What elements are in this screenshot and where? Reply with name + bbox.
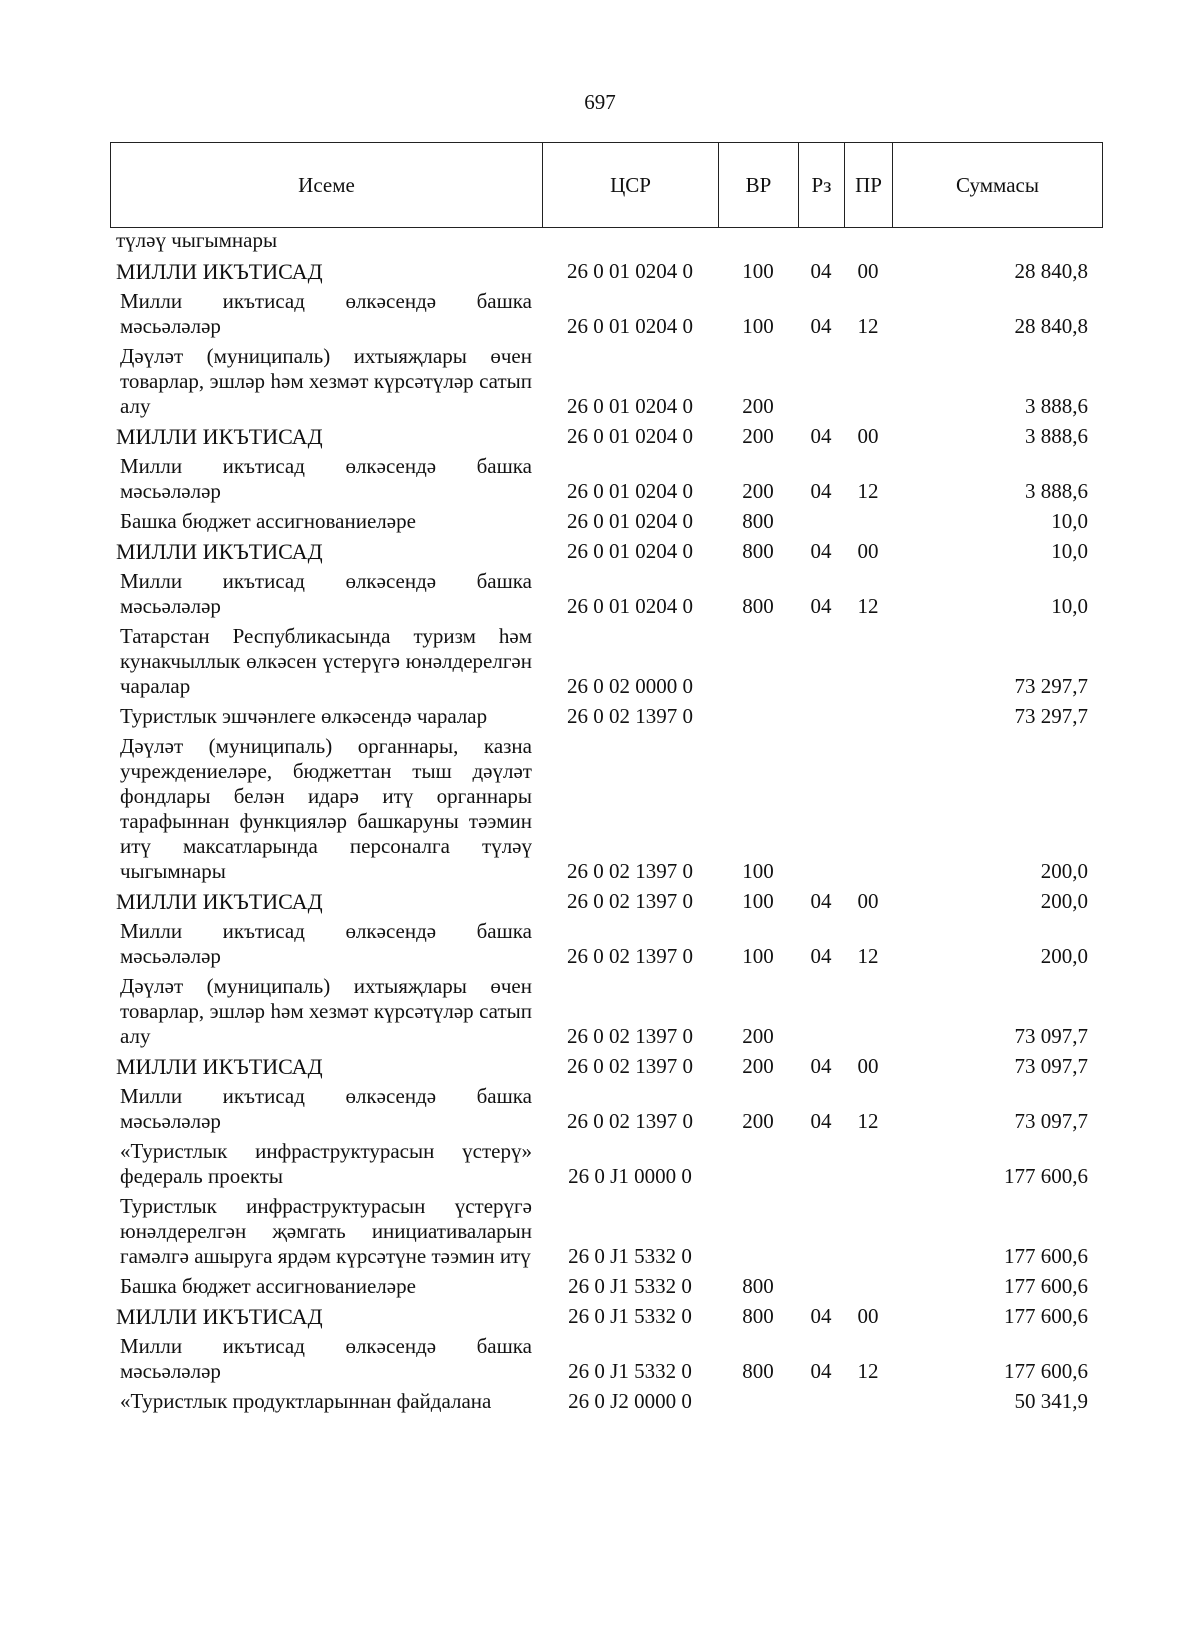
row-vr: 200 (742, 479, 774, 503)
row-sum: 10,0 (1051, 539, 1088, 563)
row-rz: 04 (810, 889, 832, 913)
row-sum: 28 840,8 (1014, 259, 1088, 283)
row-sum: 3 888,6 (1025, 424, 1088, 448)
page-number: 697 (584, 90, 616, 114)
table-row (110, 424, 1102, 449)
table-row (110, 1084, 1102, 1134)
row-csr: 26 0 01 0204 0 (567, 394, 693, 418)
row-csr: 26 0 02 1397 0 (567, 1024, 693, 1048)
row-rz: 04 (810, 1359, 832, 1383)
row-pr: 12 (857, 944, 879, 968)
row-name: Милли икътисад өлкәсендә башка мәсьәләләр (120, 1084, 532, 1133)
row-sum: 3 888,6 (1025, 394, 1088, 418)
table-row (110, 974, 1102, 1049)
table-row (110, 1194, 1102, 1269)
table-row (110, 1054, 1102, 1079)
row-vr: 800 (742, 509, 774, 533)
header-vr: ВР (719, 143, 799, 228)
row-vr: 100 (742, 314, 774, 338)
row-vr: 200 (742, 1024, 774, 1048)
row-vr: 800 (742, 1274, 774, 1298)
table-row (110, 289, 1102, 339)
row-name: МИЛЛИ ИКЪТИСАД (116, 1054, 323, 1079)
table-row (110, 624, 1102, 699)
row-pr: 12 (857, 314, 879, 338)
table-body (110, 228, 1102, 1419)
row-csr: 26 0 01 0204 0 (567, 424, 693, 448)
row-csr: 26 0 01 0204 0 (567, 594, 693, 618)
row-csr: 26 0 J1 0000 0 (568, 1164, 692, 1188)
row-name: «Туристлык инфраструктурасын үстерү» федераль проекты (120, 1139, 532, 1188)
row-rz: 04 (810, 1054, 832, 1078)
row-rz: 04 (810, 1304, 832, 1328)
row-sum: 28 840,8 (1014, 314, 1088, 338)
row-name: Милли икътисад өлкәсендә башка мәсьәләләр (120, 454, 532, 503)
row-name: МИЛЛИ ИКЪТИСАД (116, 259, 323, 284)
row-rz: 04 (810, 259, 832, 283)
row-name: Дәүләт (муниципаль) ихтыяҗлары өчен товарлар, эшләр һәм хезмәт күрсәтүләр сатып алу (120, 974, 532, 1048)
row-rz: 04 (810, 594, 832, 618)
row-rz: 04 (810, 539, 832, 563)
table-row (110, 889, 1102, 914)
table-row (110, 259, 1102, 284)
row-csr: 26 0 J1 5332 0 (568, 1359, 692, 1383)
table-row (110, 1334, 1102, 1384)
row-vr: 100 (742, 889, 774, 913)
row-sum: 177 600,6 (1004, 1244, 1088, 1268)
row-csr: 26 0 02 1397 0 (567, 1054, 693, 1078)
table-row (110, 454, 1102, 504)
row-name: Башка бюджет ассигнованиеләре (120, 509, 416, 533)
row-pr: 00 (857, 424, 879, 448)
row-sum: 200,0 (1040, 889, 1088, 913)
row-pr: 00 (857, 1304, 879, 1328)
row-name: МИЛЛИ ИКЪТИСАД (116, 539, 323, 564)
row-name: МИЛЛИ ИКЪТИСАД (116, 1304, 323, 1329)
row-csr: 26 0 J2 0000 0 (568, 1389, 692, 1413)
row-vr: 100 (742, 259, 774, 283)
table-row (110, 1274, 1102, 1299)
row-csr: 26 0 02 1397 0 (567, 704, 693, 728)
row-sum: 3 888,6 (1025, 479, 1088, 503)
row-name: МИЛЛИ ИКЪТИСАД (116, 424, 323, 449)
row-vr: 800 (742, 594, 774, 618)
row-rz: 04 (810, 314, 832, 338)
row-csr: 26 0 02 1397 0 (567, 1109, 693, 1133)
row-vr: 200 (742, 424, 774, 448)
row-pr: 00 (857, 259, 879, 283)
row-vr: 200 (742, 394, 774, 418)
header-rz: Рз (799, 143, 845, 228)
row-sum: 73 097,7 (1014, 1024, 1088, 1048)
header-csr: ЦСР (543, 143, 719, 228)
row-name: Дәүләт (муниципаль) ихтыяҗлары өчен товарлар, эшләр һәм хезмәт күрсәтүләр сатып алу (120, 344, 532, 418)
row-name: Милли икътисад өлкәсендә башка мәсьәләләр (120, 1334, 532, 1383)
row-pr: 00 (857, 889, 879, 913)
row-pr: 12 (857, 1359, 879, 1383)
table-row (110, 1139, 1102, 1189)
row-sum: 10,0 (1051, 594, 1088, 618)
table-row (110, 919, 1102, 969)
row-sum: 73 297,7 (1014, 674, 1088, 698)
row-vr: 800 (742, 1304, 774, 1328)
row-name: Дәүләт (муниципаль) органнары, казна учреждениеләре, бюджеттан тыш дәүләт фондлары белән идарә итү органнары тарафыннан функцияләр башкаруны тәэмин итү максатларында персоналга түләү чыгымнары (120, 734, 532, 883)
row-rz: 04 (810, 1109, 832, 1133)
row-rz: 04 (810, 944, 832, 968)
row-csr: 26 0 J1 5332 0 (568, 1274, 692, 1298)
row-sum: 50 341,9 (1014, 1389, 1088, 1413)
row-name: Туристлык эшчәнлеге өлкәсендә чаралар (120, 704, 488, 728)
table-row (110, 569, 1102, 619)
row-csr: 26 0 02 1397 0 (567, 944, 693, 968)
row-csr: 26 0 01 0204 0 (567, 314, 693, 338)
row-pr: 12 (857, 479, 879, 503)
row-name: Милли икътисад өлкәсендә башка мәсьәләләр (120, 919, 532, 968)
row-csr: 26 0 J1 5332 0 (568, 1244, 692, 1268)
row-rz: 04 (810, 479, 832, 503)
row-sum: 10,0 (1051, 509, 1088, 533)
row-name: Милли икътисад өлкәсендә башка мәсьәләләр (120, 569, 532, 618)
header-sum: Суммасы (893, 143, 1103, 228)
row-sum: 200,0 (1040, 859, 1088, 883)
row-vr: 200 (742, 1109, 774, 1133)
row-name: Башка бюджет ассигнованиеләре (120, 1274, 416, 1298)
row-pr: 00 (857, 539, 879, 563)
row-name: Туристлык инфраструктурасын үстерүгә юнәлдерелгән җәмгать инициативаларын гамәлгә ашыруга ярдәм күрсәтүне тәэмин итү (120, 1194, 532, 1268)
row-sum: 177 600,6 (1004, 1304, 1088, 1328)
table-row (110, 704, 1102, 729)
row-csr: 26 0 01 0204 0 (567, 479, 693, 503)
table-header (110, 142, 1103, 228)
table-row (110, 228, 1102, 253)
header-pr: ПР (845, 143, 893, 228)
row-sum: 177 600,6 (1004, 1274, 1088, 1298)
row-vr: 800 (742, 1359, 774, 1383)
row-csr: 26 0 02 1397 0 (567, 859, 693, 883)
table-row (110, 509, 1102, 534)
row-vr: 100 (742, 944, 774, 968)
row-sum: 73 297,7 (1014, 704, 1088, 728)
row-csr: 26 0 02 1397 0 (567, 889, 693, 913)
row-name: Татарстан Республикасында туризм һәм кунакчыллык өлкәсен үстерүгә юнәлдерелгән чаралар (120, 624, 532, 698)
row-sum: 73 097,7 (1014, 1109, 1088, 1133)
table-row (110, 539, 1102, 564)
table-row (110, 344, 1102, 419)
row-vr: 100 (742, 859, 774, 883)
row-csr: 26 0 01 0204 0 (567, 259, 693, 283)
row-vr: 800 (742, 539, 774, 563)
row-csr: 26 0 01 0204 0 (567, 539, 693, 563)
row-sum: 177 600,6 (1004, 1164, 1088, 1188)
table-row (110, 1304, 1102, 1329)
row-sum: 200,0 (1040, 944, 1088, 968)
row-name: МИЛЛИ ИКЪТИСАД (116, 889, 323, 914)
table-row (110, 1389, 1102, 1414)
row-pr: 00 (857, 1054, 879, 1078)
row-name: «Туристлык продуктларыннан файдалана (120, 1389, 492, 1413)
row-sum: 73 097,7 (1014, 1054, 1088, 1078)
header-name: Исеме (111, 143, 543, 228)
row-csr: 26 0 01 0204 0 (567, 509, 693, 533)
table-row (110, 734, 1102, 884)
row-pr: 12 (857, 594, 879, 618)
row-name: түләү чыгымнары (116, 228, 278, 252)
row-csr: 26 0 J1 5332 0 (568, 1304, 692, 1328)
row-vr: 200 (742, 1054, 774, 1078)
row-csr: 26 0 02 0000 0 (567, 674, 693, 698)
row-pr: 12 (857, 1109, 879, 1133)
row-sum: 177 600,6 (1004, 1359, 1088, 1383)
row-name: Милли икътисад өлкәсендә башка мәсьәләләр (120, 289, 532, 338)
row-rz: 04 (810, 424, 832, 448)
